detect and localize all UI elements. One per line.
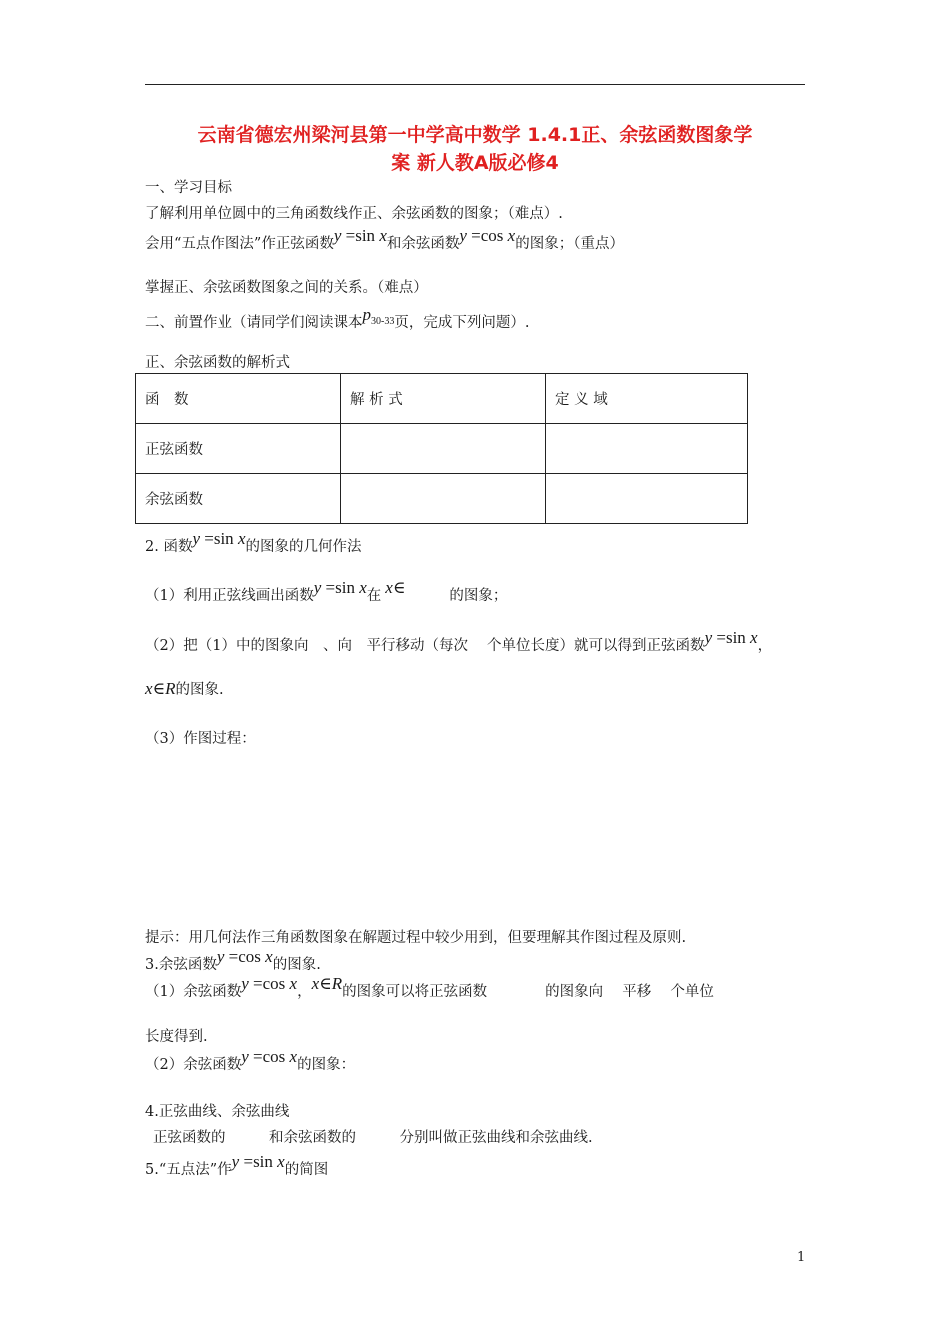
formula-y-cos-x: y =cos x (216, 947, 273, 966)
q3-part1-text-a: （1）余弦函数 (145, 984, 242, 1000)
table-header-cell: 定 义 域 (546, 374, 748, 424)
goal-2 (145, 226, 624, 253)
q2-part1-text-c: 的图象； (449, 588, 508, 604)
q2-part1 (145, 578, 508, 605)
q2-part2-cont (145, 678, 224, 699)
table-cell (546, 424, 748, 474)
q3-part1-text-c: 的图象可以将正弦函数 的图象向 平移 个单位 (342, 984, 714, 1000)
title-line-1: 云南省德宏州梁河县第一中学高中数学 1.4.1正、余弦函数图象学 (197, 124, 753, 146)
q2-part1-text-a: （1）利用正弦线画出函数 (145, 588, 314, 604)
q3-part2-text-a: （2）余弦函数 (145, 1057, 242, 1073)
hint: 提示：用几何法作三角函数图象在解题过程中较少用到，但要理解其作图过程及原则. (145, 930, 687, 946)
formula-y-cos-x: y =cos x (241, 1047, 298, 1066)
table-row (136, 474, 748, 524)
formula-y-cos-x: y =cos x (241, 974, 298, 993)
q2-part3: （3）作图过程： (145, 731, 256, 747)
q3-part2-text-b: 的图象： (297, 1057, 356, 1073)
goal-1-text: 了解利用单位圆中的三角函数线作正、余弦函数的图象；（难点）. (145, 206, 563, 222)
formula-y-sin-x: y =sin x (231, 1152, 285, 1171)
goal-2-text-b: 和余弦函数 (386, 236, 460, 252)
table-cell: 正弦函数 (136, 424, 341, 474)
function-table (135, 373, 748, 524)
goal-3: 掌握正、余弦函数图象之间的关系。（难点） (145, 280, 428, 296)
formula-p-pages: $p_{30-33}$ (362, 305, 395, 327)
formula-y-sin-x: y =sin x (192, 529, 246, 548)
header-rule (145, 84, 805, 85)
document-title (145, 121, 805, 177)
q2-part2-text-b: ， (757, 638, 773, 654)
formula-y-sin-x: y =sin x (333, 226, 387, 245)
table-row (136, 424, 748, 474)
q2-heading (145, 529, 362, 556)
goal-2-text-c: 的图象；（重点） (515, 236, 624, 252)
q2-part2 (145, 628, 773, 655)
table-cell: 余弦函数 (136, 474, 341, 524)
q2-text-b: 的图象的几何作法 (245, 539, 362, 555)
q3-part1-text-b: ， (297, 984, 312, 1000)
table-header-row (136, 374, 748, 424)
section2-heading (145, 305, 530, 332)
q5-text-b: 的简图 (284, 1162, 329, 1178)
formula-x-in: x∈ (385, 578, 406, 597)
table-cell (546, 474, 748, 524)
q3-text-b: 的图象. (272, 957, 321, 973)
q3-text-a: 3.余弦函数 (145, 957, 217, 973)
q2-part2-text-a: （2）把（1）中的图象向 、向 平行移动（每次 个单位长度）就可以得到正弦函数 (145, 638, 705, 654)
section2-heading-b: 页，完成下列问题）. (394, 315, 530, 331)
q3-heading (145, 947, 321, 974)
table-caption: 正、余弦函数的解析式 (145, 355, 290, 371)
section2-heading-a: 二、前置作业（请同学们阅读课本 (145, 315, 363, 331)
table-cell (341, 474, 546, 524)
table-cell (341, 424, 546, 474)
goal-1 (145, 202, 563, 223)
q3-part2 (145, 1047, 356, 1074)
q2-part1-text-b: 在 (366, 588, 382, 604)
q5-text-a: 5.“五点法”作 (145, 1162, 232, 1178)
formula-y-sin-x: y =sin x (704, 628, 758, 647)
table-header-cell: 函 数 (136, 374, 341, 424)
q3-part1-cont: 长度得到. (145, 1029, 208, 1045)
section1-heading: 一、学习目标 (145, 180, 232, 196)
formula-x-in-R: x∈R (311, 974, 343, 993)
q4-heading: 4.正弦曲线、余弦曲线 (145, 1104, 290, 1120)
formula-y-sin-x: y =sin x (313, 578, 367, 597)
goal-2-text-a: 会用“五点作图法”作正弦函数 (145, 236, 334, 252)
q2-part2-text-c: 的图象. (175, 682, 224, 698)
q5-heading (145, 1152, 329, 1179)
page-number: 1 (797, 1250, 806, 1265)
table-header-cell: 解 析 式 (341, 374, 546, 424)
formula-y-cos-x: y =cos x (459, 226, 516, 245)
q3-part1 (145, 974, 714, 1001)
q4-text: 正弦函数的 和余弦函数的 分别叫做正弦曲线和余弦曲线. (153, 1130, 593, 1146)
q2-text-a: 2. 函数 (145, 539, 193, 555)
formula-x-in-R: x∈R (145, 679, 176, 698)
title-line-2: 案 新人教A版必修4 (391, 152, 559, 174)
